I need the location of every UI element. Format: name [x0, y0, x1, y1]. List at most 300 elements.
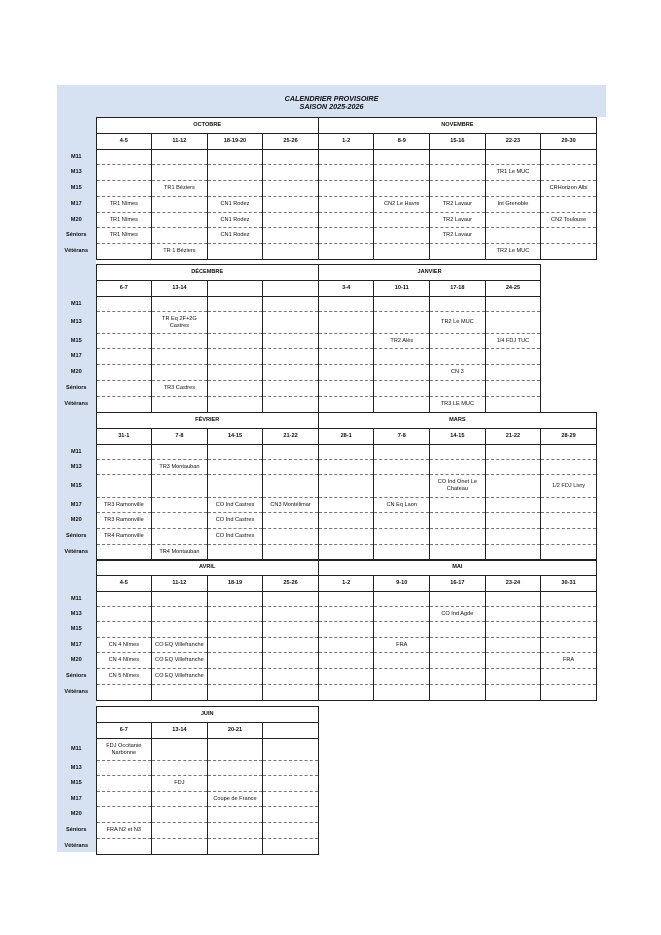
event-cell — [318, 244, 374, 260]
category-row — [57, 607, 596, 622]
month-header: OCTOBRE — [96, 118, 318, 134]
category-label: M17 — [70, 201, 82, 208]
event-cell — [207, 607, 263, 622]
event-cell — [96, 397, 152, 413]
event-cell — [430, 638, 486, 653]
category-label: M13 — [70, 610, 82, 617]
event-cell — [374, 181, 430, 197]
event-cell — [263, 529, 319, 545]
event-cell — [318, 150, 374, 165]
event-cell — [207, 685, 263, 701]
event-cell — [374, 213, 430, 228]
event-cell — [263, 244, 319, 260]
event-cell — [374, 685, 430, 701]
event-cell — [318, 213, 374, 228]
category-row — [57, 244, 596, 260]
event-cell — [374, 150, 430, 165]
event-cell — [263, 776, 319, 792]
month-header: MARS — [318, 413, 596, 429]
event-cell — [485, 312, 541, 334]
event-cell: FDJ Occitanie Narbonne — [96, 739, 152, 761]
event-cell — [485, 213, 541, 228]
event-cell: 1/4 FDJ TUC — [485, 334, 541, 349]
month-header: FÉVRIER — [96, 413, 318, 429]
event-cell — [207, 334, 263, 349]
event-cell — [541, 165, 597, 181]
category-label: M11 — [70, 153, 82, 160]
category-label: M11 — [70, 746, 82, 753]
event-cell: TR1 Le MUC — [485, 165, 541, 181]
date-header: 24-25 — [485, 281, 541, 297]
event-cell — [263, 592, 319, 607]
event-cell: TR2 Lavaur — [430, 228, 486, 244]
event-cell — [318, 312, 374, 334]
event-cell — [485, 445, 541, 460]
event-cell — [96, 607, 152, 622]
event-cell — [152, 823, 208, 839]
corner-cell — [57, 118, 96, 134]
event-cell — [96, 592, 152, 607]
event-cell: TR1 Nîmes — [96, 213, 152, 228]
event-cell — [96, 181, 152, 197]
event-cell — [152, 334, 208, 349]
corner-cell — [57, 429, 96, 445]
event-cell: TR 1 Béziers — [152, 244, 208, 260]
event-cell — [152, 165, 208, 181]
event-cell: CO EQ Villefranche — [152, 653, 208, 669]
event-cell — [263, 213, 319, 228]
date-header: 21-22 — [485, 429, 541, 445]
date-header: 14-15 — [430, 429, 486, 445]
category-label: Séniors — [65, 385, 87, 392]
event-cell — [485, 365, 541, 381]
event-cell — [152, 607, 208, 622]
event-cell — [485, 349, 541, 365]
event-cell — [541, 498, 597, 513]
date-header: 15-16 — [430, 134, 486, 150]
event-cell — [96, 365, 152, 381]
category-row — [57, 381, 541, 397]
category-row — [57, 365, 541, 381]
event-cell — [485, 460, 541, 475]
category-label: M13 — [70, 319, 82, 326]
corner-cell — [57, 576, 96, 592]
event-cell — [263, 622, 319, 638]
category-label: M13 — [70, 764, 82, 771]
event-cell — [96, 445, 152, 460]
event-cell — [485, 181, 541, 197]
event-cell — [318, 653, 374, 669]
event-cell — [207, 181, 263, 197]
event-cell — [207, 761, 263, 776]
event-cell — [430, 653, 486, 669]
event-cell: CN 4 Nîmes — [96, 638, 152, 653]
event-cell: CN2 Toulouse — [541, 213, 597, 228]
event-cell — [207, 622, 263, 638]
category-row — [57, 213, 596, 228]
event-cell — [96, 839, 152, 855]
schedule-table — [57, 559, 597, 701]
date-header: 28-29 — [541, 429, 597, 445]
event-cell: TR3 Ramonville — [96, 498, 152, 513]
date-header: 6-7 — [96, 281, 152, 297]
date-header: 13-14 — [152, 281, 208, 297]
event-cell — [430, 150, 486, 165]
event-cell — [207, 445, 263, 460]
month-header-row — [57, 265, 541, 281]
event-cell — [485, 607, 541, 622]
event-cell — [318, 349, 374, 365]
event-cell — [374, 513, 430, 529]
event-cell — [263, 334, 319, 349]
category-label: M15 — [70, 337, 82, 344]
event-cell — [263, 739, 319, 761]
event-cell — [318, 165, 374, 181]
event-cell — [374, 165, 430, 181]
event-cell — [263, 181, 319, 197]
event-cell — [152, 397, 208, 413]
category-row — [57, 165, 596, 181]
event-cell — [263, 365, 319, 381]
corner-cell — [57, 134, 96, 150]
event-cell — [430, 513, 486, 529]
event-cell — [263, 381, 319, 397]
category-label: Séniors — [65, 673, 87, 680]
event-cell: 1/2 FDJ Livry — [541, 475, 597, 498]
event-cell — [374, 475, 430, 498]
date-header: 7-8 — [152, 429, 208, 445]
event-cell: CO Ind Agde — [430, 607, 486, 622]
month-header-row — [57, 413, 596, 429]
date-header-row — [57, 281, 541, 297]
event-cell — [207, 592, 263, 607]
event-cell — [318, 685, 374, 701]
event-cell — [430, 592, 486, 607]
category-row — [57, 297, 541, 312]
event-cell — [96, 807, 152, 823]
event-cell — [374, 228, 430, 244]
event-cell — [318, 669, 374, 685]
calendar-title: CALENDRIER PROVISOIRE — [284, 94, 379, 103]
event-cell — [485, 297, 541, 312]
event-cell — [207, 365, 263, 381]
date-header-row — [57, 576, 596, 592]
event-cell: TR4 Ramonville — [96, 529, 152, 545]
corner-cell — [57, 281, 96, 297]
event-cell — [541, 529, 597, 545]
category-row — [57, 181, 596, 197]
category-label: M13 — [70, 463, 82, 470]
date-header-row — [57, 134, 596, 150]
corner-cell — [57, 707, 96, 723]
event-cell — [485, 513, 541, 529]
event-cell — [318, 622, 374, 638]
event-cell — [374, 244, 430, 260]
date-header: 10-11 — [374, 281, 430, 297]
event-cell — [485, 622, 541, 638]
event-cell — [485, 150, 541, 165]
date-header: 6-7 — [96, 723, 152, 739]
event-cell — [485, 653, 541, 669]
event-cell — [207, 739, 263, 761]
event-cell — [96, 761, 152, 776]
event-cell — [430, 669, 486, 685]
event-cell — [96, 150, 152, 165]
event-cell — [263, 761, 319, 776]
category-row — [57, 823, 318, 839]
date-header: 11-12 — [152, 134, 208, 150]
event-cell: CO Ind Onet Le Chateau — [430, 475, 486, 498]
event-cell — [207, 823, 263, 839]
event-cell — [263, 460, 319, 475]
event-cell — [430, 529, 486, 545]
event-cell — [541, 607, 597, 622]
category-row — [57, 761, 318, 776]
event-cell: TR3 Montauban — [152, 460, 208, 475]
date-header: 23-24 — [485, 576, 541, 592]
event-cell — [152, 792, 208, 807]
event-cell — [430, 498, 486, 513]
category-label: M20 — [70, 517, 82, 524]
date-header: 8-9 — [374, 134, 430, 150]
event-cell — [541, 228, 597, 244]
event-cell — [485, 381, 541, 397]
event-cell: TR3 Ramonville — [96, 513, 152, 529]
corner-cell — [57, 560, 96, 576]
event-cell — [318, 297, 374, 312]
event-cell — [485, 638, 541, 653]
month-header: JUIN — [96, 707, 318, 723]
event-cell — [96, 475, 152, 498]
event-cell — [263, 197, 319, 213]
month-header: JANVIER — [318, 265, 540, 281]
category-label: M15 — [70, 482, 82, 489]
month-header: AVRIL — [96, 560, 318, 576]
event-cell — [485, 529, 541, 545]
event-cell — [263, 839, 319, 855]
event-cell — [430, 244, 486, 260]
event-cell — [207, 150, 263, 165]
event-cell — [96, 297, 152, 312]
event-cell — [263, 349, 319, 365]
date-header: 29-30 — [541, 134, 597, 150]
event-cell: TR2 Le MUC — [430, 312, 486, 334]
event-cell — [485, 592, 541, 607]
event-cell — [207, 638, 263, 653]
event-cell — [207, 807, 263, 823]
event-cell — [318, 498, 374, 513]
date-header: 1-2 — [318, 134, 374, 150]
category-row — [57, 445, 596, 460]
event-cell — [263, 653, 319, 669]
event-cell — [374, 529, 430, 545]
event-cell — [318, 475, 374, 498]
event-cell — [263, 165, 319, 181]
event-cell — [152, 839, 208, 855]
event-cell — [263, 312, 319, 334]
event-cell — [541, 638, 597, 653]
event-cell — [541, 622, 597, 638]
category-label: M15 — [70, 185, 82, 192]
event-cell — [541, 513, 597, 529]
event-cell — [430, 334, 486, 349]
event-cell — [318, 381, 374, 397]
event-cell — [96, 349, 152, 365]
event-cell: Int Grenoble — [485, 197, 541, 213]
category-row — [57, 150, 596, 165]
date-header: 3-4 — [318, 281, 374, 297]
event-cell — [207, 839, 263, 855]
event-cell: CN1 Rodez — [207, 228, 263, 244]
event-cell — [374, 592, 430, 607]
category-row — [57, 513, 596, 529]
event-cell — [152, 475, 208, 498]
date-header: 4-5 — [96, 134, 152, 150]
event-cell: TR1 Béziers — [152, 181, 208, 197]
category-label: M17 — [70, 353, 82, 360]
event-cell — [263, 445, 319, 460]
category-label: Vétérans — [64, 689, 89, 696]
event-cell — [96, 165, 152, 181]
event-cell — [485, 475, 541, 498]
event-cell — [152, 297, 208, 312]
event-cell — [430, 181, 486, 197]
event-cell: Coupe de France — [207, 792, 263, 807]
date-header — [263, 723, 319, 739]
event-cell — [96, 792, 152, 807]
category-label: M17 — [70, 641, 82, 648]
category-label: Séniors — [65, 232, 87, 239]
event-cell — [152, 685, 208, 701]
event-cell — [207, 776, 263, 792]
date-header: 16-17 — [430, 576, 486, 592]
category-row — [57, 653, 596, 669]
event-cell — [374, 669, 430, 685]
event-cell: CO Ind Castres — [207, 513, 263, 529]
event-cell — [374, 349, 430, 365]
date-header: 30-31 — [541, 576, 597, 592]
event-cell — [318, 445, 374, 460]
event-cell — [374, 365, 430, 381]
event-cell — [152, 529, 208, 545]
event-cell: TR4 Montauban — [152, 545, 208, 561]
event-cell — [374, 445, 430, 460]
category-row — [57, 592, 596, 607]
schedule-table — [57, 706, 319, 855]
event-cell — [152, 445, 208, 460]
event-cell: CN3 Montélimar — [263, 498, 319, 513]
date-header-row — [57, 723, 318, 739]
category-row — [57, 197, 596, 213]
event-cell — [152, 739, 208, 761]
event-cell — [485, 228, 541, 244]
category-label: Séniors — [65, 827, 87, 834]
event-cell — [318, 638, 374, 653]
corner-cell — [57, 413, 96, 429]
event-cell: CN1 Rodez — [207, 197, 263, 213]
date-header: 28-1 — [318, 429, 374, 445]
category-row — [57, 475, 596, 498]
event-cell — [374, 312, 430, 334]
event-cell — [152, 807, 208, 823]
event-cell — [430, 460, 486, 475]
event-cell — [152, 365, 208, 381]
date-header: 9-10 — [374, 576, 430, 592]
category-label: Vétérans — [64, 401, 89, 408]
month-header-row — [57, 560, 596, 576]
event-cell — [207, 397, 263, 413]
category-row — [57, 638, 596, 653]
event-cell — [152, 513, 208, 529]
event-cell: CN1 Rodez — [207, 213, 263, 228]
event-cell — [318, 228, 374, 244]
event-cell: TR2 Lavaur — [430, 197, 486, 213]
event-cell — [263, 669, 319, 685]
schedule-table — [57, 412, 597, 561]
category-row — [57, 685, 596, 701]
event-cell — [374, 622, 430, 638]
event-cell — [263, 807, 319, 823]
event-cell — [374, 397, 430, 413]
event-cell — [541, 460, 597, 475]
event-cell — [152, 150, 208, 165]
event-cell — [207, 653, 263, 669]
event-cell — [318, 607, 374, 622]
event-cell: CN 3 — [430, 365, 486, 381]
event-cell: TR2 Le MUC — [485, 244, 541, 260]
category-row — [57, 739, 318, 761]
schedule-table — [57, 264, 541, 413]
event-cell — [541, 150, 597, 165]
event-cell — [374, 297, 430, 312]
month-header-row — [57, 118, 596, 134]
event-cell — [96, 244, 152, 260]
event-cell — [318, 529, 374, 545]
month-header: NOVEMBRE — [318, 118, 596, 134]
event-cell — [318, 592, 374, 607]
category-label: M17 — [70, 501, 82, 508]
event-cell — [318, 513, 374, 529]
category-row — [57, 397, 541, 413]
category-label: M15 — [70, 626, 82, 633]
date-header: 13-14 — [152, 723, 208, 739]
event-cell: FRA — [541, 653, 597, 669]
event-cell — [152, 622, 208, 638]
event-cell — [263, 475, 319, 498]
date-header: 25-26 — [263, 576, 319, 592]
event-cell — [374, 607, 430, 622]
event-cell — [96, 381, 152, 397]
event-cell — [263, 297, 319, 312]
event-cell: CN Eq Laon — [374, 498, 430, 513]
event-cell — [485, 498, 541, 513]
category-row — [57, 228, 596, 244]
event-cell — [263, 823, 319, 839]
event-cell: FDJ — [152, 776, 208, 792]
event-cell — [207, 475, 263, 498]
month-header-row — [57, 707, 318, 723]
event-cell: TR1 Nîmes — [96, 228, 152, 244]
event-cell — [263, 792, 319, 807]
date-header: 22-23 — [485, 134, 541, 150]
category-label: M11 — [70, 448, 82, 455]
event-cell — [207, 669, 263, 685]
event-cell — [541, 592, 597, 607]
date-header: 7-8 — [374, 429, 430, 445]
event-cell: CN 4 Nîmes — [96, 653, 152, 669]
category-label: M13 — [70, 169, 82, 176]
event-cell: FRA N2 et N3 — [96, 823, 152, 839]
